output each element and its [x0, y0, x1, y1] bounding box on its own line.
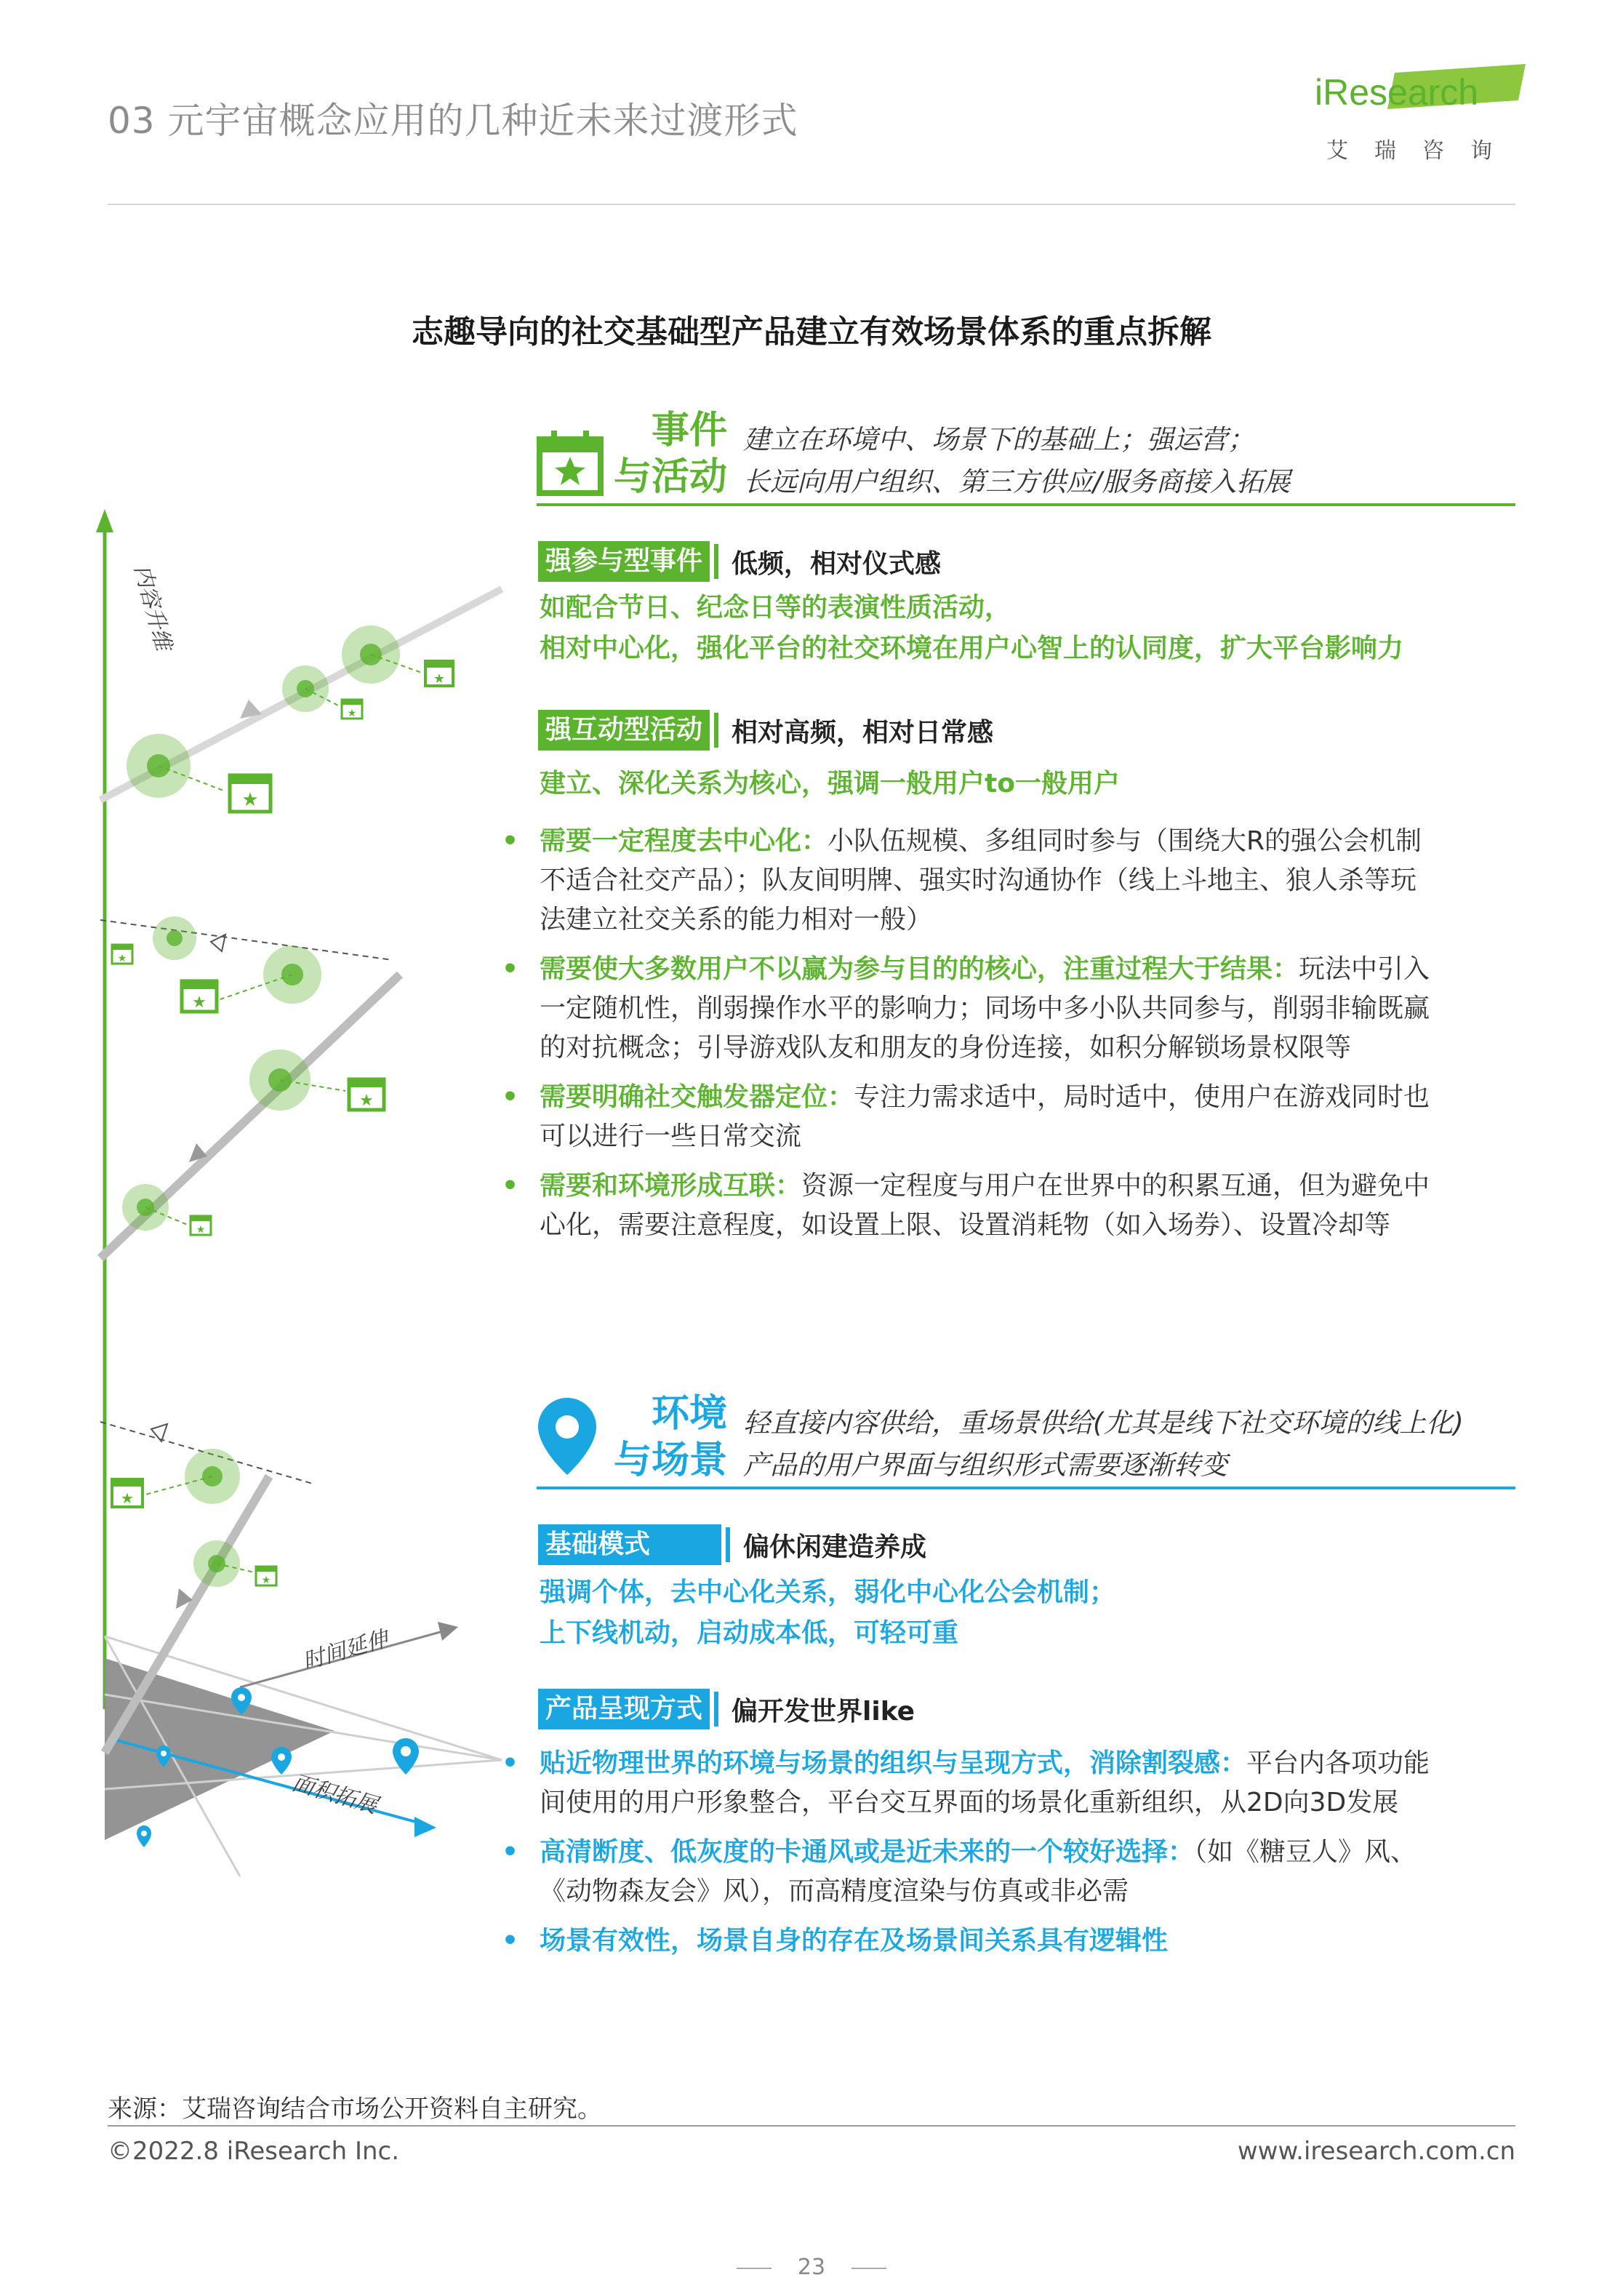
section2-head-line2: 与场景	[613, 1439, 727, 1482]
bullet-text: 间使用的用户形象整合，平台交互界面的场景化重新组织，从2D向3D发展	[540, 1788, 1399, 1817]
base-plane	[105, 1658, 334, 1840]
bullet-text: 《动物森友会》风），而高精度渲染与仿真或非必需	[540, 1876, 1129, 1906]
tag-divider	[726, 1527, 730, 1562]
bullet-lead: 场景有效性，场景自身的存在及场景间关系具有逻辑性	[540, 1926, 1169, 1956]
logo-cn-text: 艾瑞咨询	[1326, 138, 1518, 164]
section1-block1-text	[540, 588, 1403, 669]
section1-head-line2: 与活动	[613, 455, 727, 499]
bullet-text: 玩法中引入	[1299, 954, 1430, 984]
section2-description	[743, 1402, 1464, 1487]
tag-strong-participation-desc: 低频，相对仪式感	[732, 548, 942, 579]
section2-block1-text	[540, 1572, 1115, 1654]
tag-divider	[714, 544, 718, 579]
copyright: ©2022.8 iResearch Inc.	[108, 2137, 400, 2166]
layered-diagram	[95, 509, 516, 1891]
bullet-text: 不适合社交产品）；队友间明牌、强实时沟通协作（线上斗地主、狼人杀等玩	[540, 865, 1417, 895]
y-axis-label: 内容升维	[129, 562, 177, 653]
bullet-lead: 需要和环境形成互联：	[540, 1171, 802, 1201]
tag-strong-interaction: 强互动型活动	[538, 710, 710, 751]
section1-block2-text: 建立、深化关系为核心，强调一般用户to一般用户	[540, 769, 1120, 799]
bullet-text: 小队伍规模、多组同时参与（围绕大R的强公会机制	[827, 826, 1422, 856]
x-axis-label-time: 时间延伸	[300, 1625, 391, 1675]
calendar-star-icon	[256, 1567, 276, 1586]
bullet-lead: 需要明确社交触发器定位：	[540, 1082, 854, 1112]
svg-text:★: ★	[196, 1224, 206, 1236]
bullet-text: 平台内各项功能	[1246, 1748, 1430, 1778]
calendar-star-icon	[342, 700, 362, 719]
main-title: 志趣导向的社交基础型产品建立有效场景体系的重点拆解	[412, 313, 1211, 351]
section2-bullet-list	[502, 1744, 1520, 1971]
tag-basic-mode-desc: 偏休闲建造养成	[743, 1532, 927, 1562]
text-line: 相对中心化，强化平台的社交环境在用户心智上的认同度，扩大平台影响力	[540, 633, 1404, 663]
bullet-lead: 贴近物理世界的环境与场景的组织与呈现方式，消除割裂感：	[540, 1748, 1247, 1778]
tag-strong-interaction-desc: 相对高频，相对日常感	[732, 717, 994, 748]
section2-desc-line2: 产品的用户界面与组织形式需要逐渐转变	[743, 1449, 1227, 1481]
section1-block2-tag-row	[538, 710, 993, 751]
section2-rule	[537, 1487, 1515, 1489]
section1-desc-line1: 建立在环境中、场景下的基础上；强运营；	[743, 424, 1254, 455]
tag-strong-participation: 强参与型事件	[538, 541, 710, 582]
svg-text:★: ★	[261, 1575, 271, 1586]
list-item: • 需要使大多数用户不以赢为参与目的的核心，注重过程大于结果：玩法中引入 一定随机性，削弱操作水平的影响力；同场中多小队共同参与，削弱非输既赢 的对抗概念；引导游戏队友和朋友的身份连接，如积分解锁场景权限等	[502, 950, 1520, 1068]
section2-block2-tag-row	[538, 1689, 915, 1729]
svg-text:★: ★	[359, 1092, 374, 1110]
tag-basic-mode: 基础模式	[538, 1524, 721, 1565]
section1-description	[743, 419, 1290, 503]
section2-block1-tag-row	[538, 1524, 926, 1565]
y-axis-arrow	[96, 509, 113, 532]
calendar-star-icon	[230, 775, 270, 812]
list-item: • 需要一定程度去中心化：小队伍规模、多组同时参与（围绕大R的强公会机制 不适合社交产品）；队友间明牌、强实时沟通协作（线上斗地主、狼人杀等玩 法建立社交关系的能力相对一般）	[502, 822, 1520, 940]
svg-text:★: ★	[241, 789, 259, 811]
page-number-text: 23	[797, 2255, 826, 2280]
bullet-text: 法建立社交关系的能力相对一般）	[540, 905, 933, 935]
bullet-lead: 需要一定程度去中心化：	[540, 826, 828, 856]
bullet-text: 专注力需求适中，局时适中，使用户在游戏同时也	[854, 1082, 1430, 1112]
bullet-text: 的对抗概念；引导游戏队友和朋友的身份连接，如积分解锁场景权限等	[540, 1033, 1352, 1063]
tag-product-presentation: 产品呈现方式	[538, 1689, 710, 1729]
bullet-text: 资源一定程度与用户在世界中的积累互通，但为避免中	[801, 1171, 1430, 1201]
section2-head-line1: 环境	[651, 1392, 727, 1436]
source-note: 来源：艾瑞咨询结合市场公开资料自主研究。	[108, 2095, 602, 2124]
text-line: 上下线机动，启动成本低，可轻可重	[540, 1618, 959, 1648]
calendar-star-icon	[191, 1216, 211, 1236]
bullet-text: 一定随机性，削弱操作水平的影响力；同场中多小队共同参与，削弱非输既赢	[540, 993, 1430, 1023]
bullet-text: 心化，需要注意程度，如设置上限、设置消耗物（如入场券）、设置冷却等	[540, 1210, 1391, 1240]
svg-text:iResearch: iResearch	[1315, 72, 1479, 113]
calendar-star-icon	[537, 429, 604, 496]
section1-desc-line2: 长远向用户组织、第三方供应/服务商接入拓展	[743, 466, 1291, 497]
svg-text:★: ★	[433, 671, 446, 687]
svg-text:★: ★	[347, 708, 357, 719]
text-line: 强调个体，去中心化关系，弱化中心化公会机制；	[540, 1577, 1116, 1607]
text-line: 如配合节日、纪念日等的表演性质活动，	[540, 593, 1011, 623]
section1-heading	[604, 407, 727, 500]
bullet-lead: 需要使大多数用户不以赢为参与目的的核心，注重过程大于结果：	[540, 954, 1299, 984]
section1-bullet-list	[502, 822, 1520, 1255]
svg-text:★: ★	[121, 1489, 134, 1507]
bullet-lead: 高清断度、低灰度的卡通风或是近未来的一个较好选择：	[540, 1837, 1195, 1867]
tag-divider	[714, 713, 718, 748]
bullet-text: （如《糖豆人》风、	[1194, 1837, 1417, 1867]
svg-text:★: ★	[117, 953, 127, 964]
calendar-star-icon	[112, 1479, 143, 1507]
location-pin-icon	[271, 1747, 292, 1775]
svg-text:★: ★	[192, 993, 207, 1012]
list-item: • 需要和环境形成互联：资源一定程度与用户在世界中的积累互通，但为避免中 心化，需要注意程度，如设置上限、设置消耗物（如入场券）、设置冷却等	[502, 1167, 1520, 1245]
location-pin-icon	[537, 1396, 598, 1476]
footer-divider	[108, 2125, 1515, 2127]
section1-rule	[537, 503, 1515, 506]
list-item: • 贴近物理世界的环境与场景的组织与呈现方式，消除割裂感：平台内各项功能 间使用的用户形象整合，平台交互界面的场景化重新组织，从2D向3D发展	[502, 1744, 1520, 1823]
header-divider	[108, 204, 1515, 205]
calendar-star-icon	[182, 981, 217, 1012]
page-number	[0, 2255, 1623, 2280]
list-item: • 需要明确社交触发器定位：专注力需求适中，局时适中，使用户在游戏同时也 可以进行一些日常交流	[502, 1078, 1520, 1156]
section2-desc-line1: 轻直接内容供给，重场景供给(尤其是线下社交环境的线上化)	[743, 1407, 1464, 1439]
page-header-title: 03 元宇宙概念应用的几种近未来过渡形式	[108, 100, 798, 142]
location-pin-icon	[137, 1825, 151, 1847]
list-item: • 高清断度、低灰度的卡通风或是近未来的一个较好选择：（如《糖豆人》风、 《动物森友会》风），而高精度渲染与仿真或非必需	[502, 1833, 1520, 1911]
section1-head-line1: 事件	[651, 409, 727, 452]
tag-divider	[714, 1692, 718, 1727]
x-axis-label-area: 面积拓展	[289, 1770, 380, 1819]
list-item: • 场景有效性，场景自身的存在及场景间关系具有逻辑性	[502, 1926, 1169, 1956]
location-pin-icon	[393, 1738, 419, 1775]
calendar-star-icon	[425, 661, 453, 687]
website-url[interactable]: www.iresearch.com.cn	[1237, 2137, 1515, 2166]
section1-block1-tag-row	[538, 541, 941, 582]
section2-heading	[604, 1391, 727, 1484]
bullet-text: 可以进行一些日常交流	[540, 1121, 802, 1151]
calendar-star-icon	[112, 945, 132, 964]
calendar-star-icon	[349, 1079, 384, 1110]
tag-product-presentation-desc: 偏开发世界like	[732, 1696, 915, 1727]
